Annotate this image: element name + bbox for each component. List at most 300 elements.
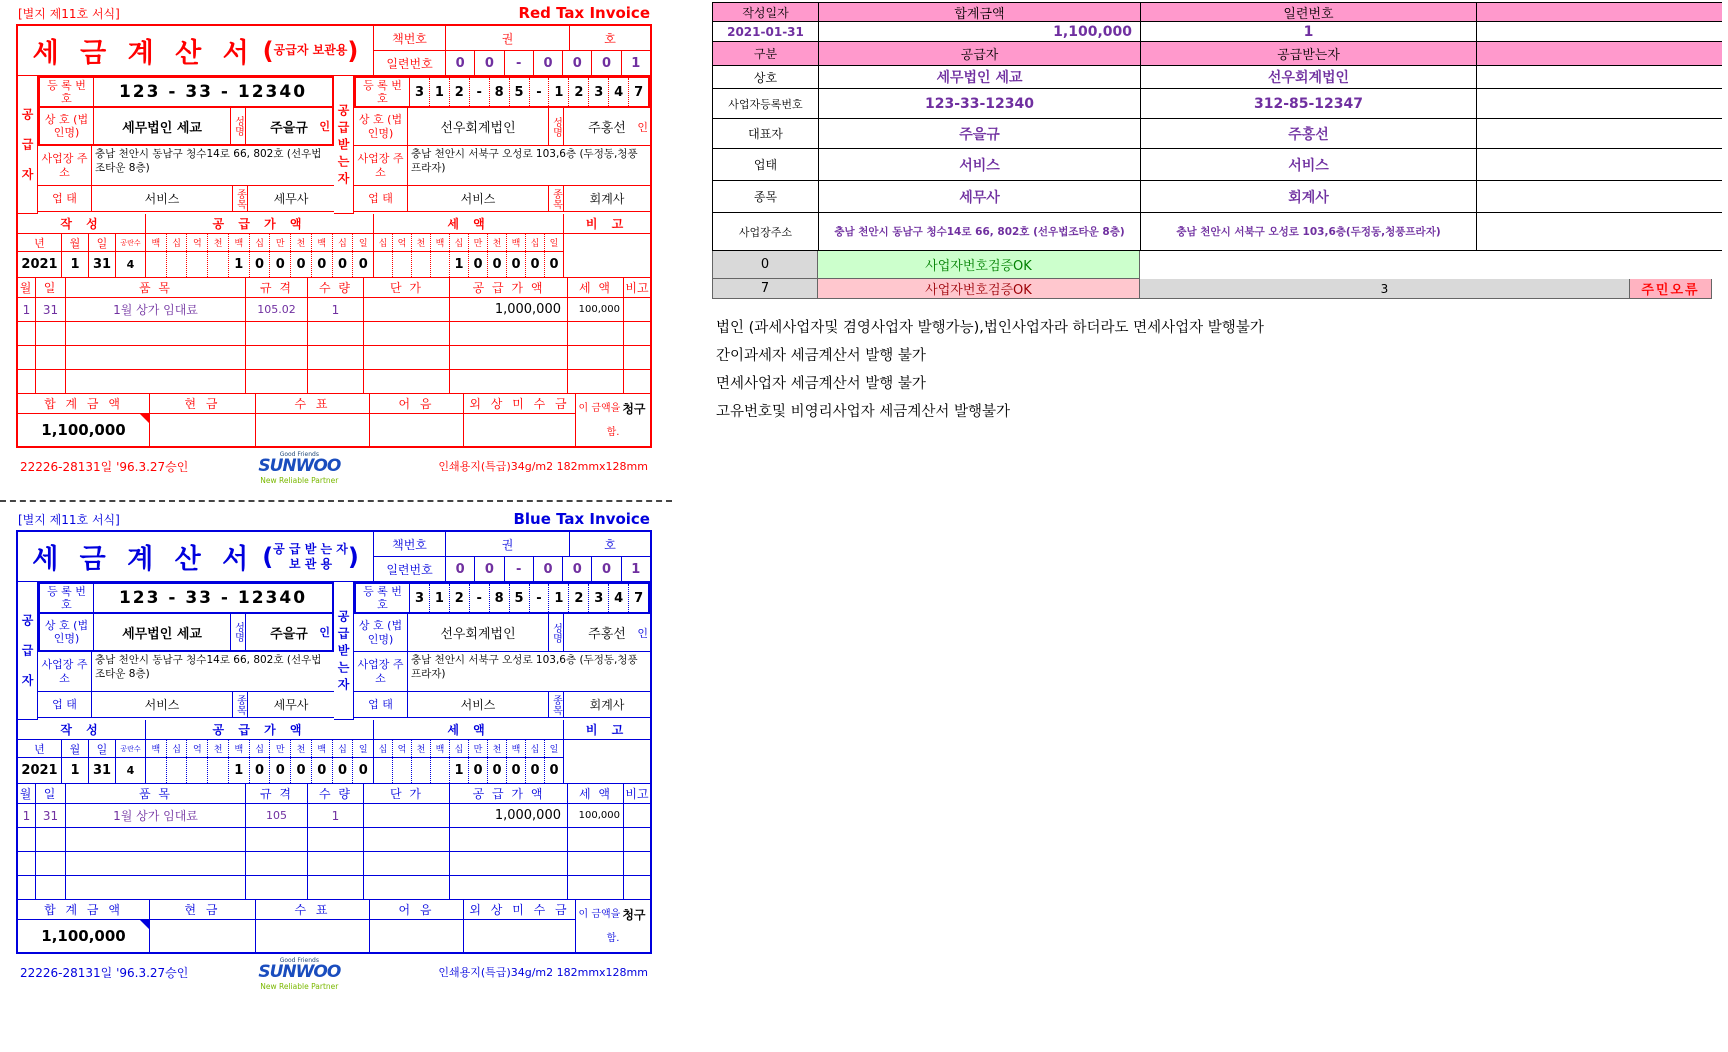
check-value (256, 414, 370, 446)
validation-message-ok: 사업자번호검증OK (818, 251, 1140, 279)
item-qty: 1 (308, 804, 364, 828)
digit-header: 백 (430, 740, 449, 757)
empty-cell (624, 322, 650, 346)
reg-digit-cell: 5 (510, 584, 530, 612)
buyer-address: 충남 천안시 서북구 오성로 103,6층 (두정동,청풍프라자) (408, 652, 650, 692)
digit-cell (166, 252, 187, 277)
claim-type: 청구 (622, 401, 646, 416)
digit-header: 백 (151, 745, 161, 755)
supplier-address: 충남 천안시 동남구 청수14로 66, 802호 (선우법조타운 8층) (92, 652, 334, 692)
line-item-table (18, 278, 650, 394)
validation-result: 3 (1140, 279, 1630, 299)
digit-cell (411, 758, 430, 783)
note-line: 고유번호및 비영리사업자 세금계산서 발행불가 (716, 403, 1010, 420)
total-amount-value: 1,100,000 (41, 927, 126, 945)
serial-digit-cell: 0 (475, 51, 504, 76)
digit-header: 백 (151, 239, 161, 249)
red-invoice (16, 6, 652, 485)
table-row (712, 89, 1722, 119)
claim-prefix: 이 금액을 (578, 403, 621, 415)
supply-amount-digits (146, 758, 374, 784)
reg-digit-cell: 1 (430, 584, 450, 612)
empty-cell (66, 346, 246, 370)
buyer-ceo (564, 614, 650, 652)
subtitle-line1: 공 급 받 는 자 (273, 541, 348, 556)
digit-header: 천 (487, 740, 506, 757)
empty-cell (568, 828, 624, 852)
reg-digit-cell: 3 (589, 78, 609, 106)
row-label: 상호 (713, 66, 819, 88)
buyer-item: 회계사 (564, 186, 650, 212)
ceo-name: 주을규 (270, 626, 308, 642)
reg-digit-cell: 2 (450, 584, 470, 612)
serial-value: 1 (1141, 22, 1477, 41)
empty-cell (18, 852, 36, 876)
digit-cell: 0 (269, 758, 290, 783)
claim-text (576, 394, 650, 446)
supply-amount-digits (146, 252, 374, 278)
row-label: 사업장주소 (713, 213, 819, 250)
supplier-name: 세무법인 세교 (94, 614, 231, 650)
row-label: 업태 (713, 149, 819, 180)
reg-digit-cell: 8 (490, 78, 510, 106)
item-qty: 1 (308, 298, 364, 322)
blank-count-value: 4 (116, 252, 146, 278)
digit-cell: 0 (506, 252, 525, 277)
year-label: 년 (18, 740, 62, 758)
empty-cell (246, 322, 308, 346)
section-label: 구분 (713, 42, 819, 65)
supplier-address: 충남 천안시 동남구 청수14로 66, 802호 (선우법조타운 8층) (92, 146, 334, 186)
empty-cell (308, 828, 364, 852)
buyer-col-header: 공급받는자 (1141, 42, 1477, 65)
col-month: 월 (18, 784, 36, 804)
item-name: 1월 상가 임대료 (66, 298, 246, 322)
digit-header: 억 (392, 740, 411, 757)
digit-header: 백 (311, 234, 332, 251)
section-header-row (712, 42, 1722, 66)
serial-digit-cell: 0 (475, 557, 504, 582)
name-label: 성명 (231, 108, 246, 144)
serial-digit-cell: 0 (563, 51, 592, 76)
col-item-name: 품 목 (66, 278, 246, 298)
empty-cell (568, 322, 624, 346)
credit-label: 외 상 미 수 금 (464, 900, 576, 920)
digit-header: 일 (544, 234, 563, 251)
book-no-label: 책번호 (374, 532, 446, 557)
reg-digit-cell: 1 (549, 78, 569, 106)
ho-cell: 호 (570, 532, 650, 557)
serial-digit-cell: 1 (622, 51, 650, 76)
digit-cell: 0 (269, 252, 290, 277)
digit-header: 억 (186, 234, 207, 251)
supplier-vertical-label: 공급자 (18, 582, 38, 720)
item-day: 31 (36, 298, 66, 322)
empty-cell (246, 828, 308, 852)
name-label: 성명 (231, 614, 246, 650)
logo-text: SUNWOO (258, 962, 341, 982)
write-date-header: 작 성 (18, 720, 146, 740)
empty-cell (246, 876, 308, 900)
claim-text (576, 900, 650, 952)
serial-digit-cell: 0 (592, 51, 621, 76)
claim-prefix: 이 금액을 (578, 909, 621, 921)
digit-header: 십 (249, 234, 270, 251)
book-no-label: 책번호 (374, 26, 446, 51)
empty-item-row (18, 828, 650, 852)
credit-value (464, 920, 576, 952)
buyer-section (334, 76, 650, 214)
supplier-section (18, 76, 334, 214)
empty-cell (18, 828, 36, 852)
digit-header: 천 (290, 740, 311, 757)
digit-cell (430, 758, 449, 783)
empty-cell (36, 322, 66, 346)
empty-cell (568, 346, 624, 370)
subtitle-line2: 보 관 용 (288, 556, 333, 571)
month-label: 월 (62, 234, 89, 252)
invoice-footer (16, 448, 652, 485)
note-empty-cell (564, 252, 650, 278)
amount-section (18, 720, 650, 784)
reg-digit-cell: - (470, 78, 490, 106)
serial-digit-cell: 0 (534, 557, 563, 582)
col-day: 일 (36, 784, 66, 804)
empty-cell (364, 828, 450, 852)
reg-digit-cell: 7 (634, 590, 644, 606)
reg-digit-cell: 5 (510, 78, 530, 106)
supplier-value: 주을규 (819, 119, 1141, 148)
supplier-item: 세무사 (248, 186, 334, 212)
written-day: 31 (89, 758, 116, 784)
item-supply: 1,000,000 (450, 804, 568, 828)
cash-label: 현 금 (150, 394, 256, 414)
empty-cell (66, 828, 246, 852)
paren-open: ( (262, 542, 274, 571)
title-cell (18, 26, 374, 76)
empty-cell (18, 322, 36, 346)
seal-mark: 인 (319, 626, 330, 639)
name-label: 성명 (549, 108, 564, 146)
supply-digit-headers (146, 234, 374, 252)
check-label: 수 표 (256, 394, 370, 414)
reg-digit-cell: 3 (410, 584, 430, 612)
empty-cell (450, 852, 568, 876)
empty-cell (624, 370, 650, 394)
notes-block (712, 312, 1722, 424)
digit-cell: 0 (290, 252, 311, 277)
supplier-value: 충남 천안시 동남구 청수14로 66, 802호 (선우법조타운 8층) (819, 213, 1141, 250)
validation-row (712, 251, 1722, 279)
reg-digit-cell: 2 (569, 78, 589, 106)
name-label: 성명 (549, 614, 564, 652)
digit-cell: 0 (468, 252, 487, 277)
empty-cell (66, 322, 246, 346)
error-chip: 주민오류 (1630, 279, 1712, 299)
digit-header: 천 (487, 234, 506, 251)
col-day: 일 (36, 278, 66, 298)
digit-cell: 0 (311, 758, 332, 783)
digit-cell (207, 758, 228, 783)
reg-digit-cell: 3 (589, 584, 609, 612)
note-bill-label: 어 음 (370, 900, 464, 920)
digit-header: 일 (352, 740, 373, 757)
digit-cell: 1 (449, 252, 468, 277)
blank-count-label: 공란수 (116, 740, 146, 758)
volume-cell: 권 (446, 532, 570, 557)
digit-header: 일 (352, 234, 373, 251)
trade-name-label: 상 호 (법인명) (354, 108, 408, 146)
digit-cell: 0 (468, 758, 487, 783)
reg-digit-cell: 4 (609, 584, 629, 612)
empty-cell (36, 370, 66, 394)
supplier-section (18, 582, 334, 720)
buyer-value: 충남 천안시 서북구 오성로 103,6층(두정동,청풍프라자) (1141, 213, 1477, 250)
digit-header: 십 (449, 740, 468, 757)
written-month: 1 (62, 758, 89, 784)
buyer-biz-type: 서비스 (408, 692, 549, 718)
written-year: 2021 (18, 252, 62, 278)
subtitle-line1: 공급자 보관용 (273, 43, 348, 57)
reg-digit-cell: 3 (410, 78, 430, 106)
item-unit-price (364, 804, 450, 828)
buyer-value: 선우회계법인 (1141, 66, 1477, 88)
item-month: 1 (18, 804, 36, 828)
address-label: 사업장 주 소 (38, 146, 92, 186)
serial-digit-cell: 0 (592, 557, 621, 582)
line-item-row (18, 804, 650, 828)
supplier-reg-value: 123 - 33 - 12340 (118, 82, 308, 102)
digit-header: 만 (269, 234, 290, 251)
total-label: 합 계 금 액 (18, 900, 150, 920)
digit-cell (392, 758, 411, 783)
empty-cell (18, 370, 36, 394)
buyer-item: 회계사 (564, 692, 650, 718)
digit-cell: 0 (352, 758, 373, 783)
item-spec: 105.02 (246, 298, 308, 322)
empty-cell (568, 876, 624, 900)
empty-cell (450, 876, 568, 900)
amount-section (18, 214, 650, 278)
supply-amount-header: 공 급 가 액 (146, 720, 374, 740)
summary-header-row (712, 2, 1722, 22)
digit-header: 천 (290, 234, 311, 251)
buyer-ceo (564, 108, 650, 146)
summary-table (712, 2, 1722, 424)
volume-cell: 권 (446, 26, 570, 51)
empty-cell (18, 876, 36, 900)
buyer-reg-digits (410, 584, 648, 612)
buyer-vertical-label: 공급받는자 (334, 76, 354, 214)
digit-cell (374, 758, 392, 783)
note-empty-cell (564, 740, 650, 758)
col-qty: 수 량 (308, 784, 364, 804)
invoice-body (16, 24, 652, 448)
supplier-biz-type: 서비스 (92, 186, 233, 212)
item-month: 1 (18, 298, 36, 322)
supply-digit-headers (146, 740, 374, 758)
col-month: 월 (18, 278, 36, 298)
digit-header: 만 (468, 740, 487, 757)
reg-digit-cell: 4 (609, 78, 629, 106)
supplier-value: 123-33-12340 (819, 89, 1141, 118)
total-amount (18, 920, 150, 952)
buyer-reg-digits (410, 78, 648, 106)
title-cell (18, 532, 374, 582)
col-supply: 공 급 가 액 (450, 278, 568, 298)
ceo-name: 주을규 (270, 120, 308, 136)
empty-cell (568, 852, 624, 876)
trade-name-label: 상 호 (법인명) (354, 614, 408, 652)
col-spec: 규 격 (246, 278, 308, 298)
empty-cell (450, 828, 568, 852)
empty-cell (624, 852, 650, 876)
digit-header: 백 (430, 234, 449, 251)
empty-cell (568, 370, 624, 394)
claim-suffix: 함. (606, 427, 620, 439)
reg-digit-cell: 8 (490, 584, 510, 612)
serial-digit-cell: 1 (622, 557, 650, 582)
month-label: 월 (62, 740, 89, 758)
total-label: 합 계 금 액 (18, 394, 150, 414)
digit-header: 십 (332, 740, 353, 757)
validation-code: 7 (712, 279, 818, 299)
digit-cell: 0 (290, 758, 311, 783)
seal-mark: 인 (319, 120, 330, 133)
reg-digit-cell: - (470, 584, 490, 612)
reg-no-label: 등 록 번 호 (40, 584, 94, 612)
empty-cell (36, 852, 66, 876)
paper-spec: 인쇄용지(특급)34g/m2 182mmx128mm (438, 460, 648, 473)
reg-digit-cell: - (530, 78, 550, 106)
col-note: 비고 (624, 278, 650, 298)
invoice-title: 세 금 계 산 서 (32, 38, 255, 69)
check-label: 수 표 (256, 900, 370, 920)
supplier-ceo (246, 614, 332, 650)
item-day: 31 (36, 804, 66, 828)
supplier-reg-value: 123 - 33 - 12340 (118, 588, 308, 608)
seal-mark: 인 (637, 626, 648, 640)
digit-cell: 1 (228, 758, 249, 783)
buyer-value: 회계사 (1141, 181, 1477, 212)
table-row (712, 119, 1722, 149)
empty-cell (308, 876, 364, 900)
buyer-name: 선우회계법인 (408, 108, 549, 146)
reg-no-label: 등 록 번 호 (356, 78, 410, 106)
tax-amount-digits (374, 758, 564, 784)
buyer-value: 서비스 (1141, 149, 1477, 180)
written-year: 2021 (18, 758, 62, 784)
note-bill-value (370, 414, 464, 446)
digit-header: 만 (269, 740, 290, 757)
note-bill-value (370, 920, 464, 952)
item-tax: 100,000 (568, 804, 624, 828)
digit-cell (186, 758, 207, 783)
item-name: 1월 상가 임대료 (66, 804, 246, 828)
digit-cell (146, 252, 166, 277)
supplier-vertical-label: 공급자 (18, 76, 38, 214)
digit-header: 십 (449, 234, 468, 251)
item-type-label: 종목 (233, 692, 248, 718)
tax-amount-header: 세 액 (374, 214, 564, 234)
date-header: 작성일자 (713, 3, 819, 21)
totals-section (18, 900, 650, 952)
ceo-name: 주홍선 (588, 627, 626, 642)
write-date-header: 작 성 (18, 214, 146, 234)
note-bill-label: 어 음 (370, 394, 464, 414)
buyer-section (334, 582, 650, 720)
col-qty: 수 량 (308, 278, 364, 298)
digit-cell: 0 (332, 758, 353, 783)
claim-type: 청구 (622, 907, 646, 922)
col-spec: 규 격 (246, 784, 308, 804)
digit-cell (374, 252, 392, 277)
supplier-name: 세무법인 세교 (94, 108, 231, 144)
validation-row (712, 279, 1722, 299)
tax-amount-digits (374, 252, 564, 278)
note-empty-cell (564, 234, 650, 252)
empty-item-row (18, 876, 650, 900)
line-item-row (18, 298, 650, 322)
supplier-biz-type: 서비스 (92, 692, 233, 718)
digit-header: 십 (166, 740, 187, 757)
reg-digit-cell: 2 (569, 584, 589, 612)
sunwoo-logo (258, 958, 340, 991)
total-amount-value: 1,100,000 (41, 421, 126, 439)
paren-close: ) (347, 542, 359, 571)
claim-suffix: 함. (606, 933, 620, 945)
digit-header: 억 (186, 740, 207, 757)
empty-cell (308, 322, 364, 346)
empty-cell (66, 370, 246, 394)
digit-header: 천 (207, 740, 228, 757)
digit-cell: 1 (228, 252, 249, 277)
validation-message-warn: 사업자번호검증OK (818, 279, 1140, 299)
address-label: 사업장 주 소 (38, 652, 92, 692)
digit-header: 백 (311, 740, 332, 757)
digit-cell: 0 (525, 758, 544, 783)
digit-cell (186, 252, 207, 277)
cash-value (150, 920, 256, 952)
reg-digit-cell: - (530, 584, 550, 612)
line-item-table (18, 784, 650, 900)
cash-label: 현 금 (150, 900, 256, 920)
serial-digit-cell: - (505, 51, 534, 76)
note-empty-cell (564, 758, 650, 784)
table-row (712, 66, 1722, 89)
digit-cell: 0 (249, 252, 270, 277)
note-line: 간이과세자 세금계산서 발행 불가 (716, 347, 926, 364)
empty-cell (246, 346, 308, 370)
digit-cell: 0 (525, 252, 544, 277)
empty-cell (308, 346, 364, 370)
row-label: 대표자 (713, 119, 819, 148)
tax-digit-headers (374, 740, 564, 758)
serial-digit-cell: 0 (446, 51, 475, 76)
cut-line (0, 500, 672, 502)
empty-item-row (18, 322, 650, 346)
digit-cell (207, 252, 228, 277)
empty-item-row (18, 852, 650, 876)
empty-cell (246, 370, 308, 394)
reg-digit-cell: 1 (430, 78, 450, 106)
digit-cell (411, 252, 430, 277)
serial-digit-cell: 0 (534, 51, 563, 76)
seal-mark: 인 (637, 120, 648, 134)
digit-cell: 0 (544, 758, 563, 783)
biz-type-label: 업 태 (354, 186, 408, 212)
digit-cell (166, 758, 187, 783)
